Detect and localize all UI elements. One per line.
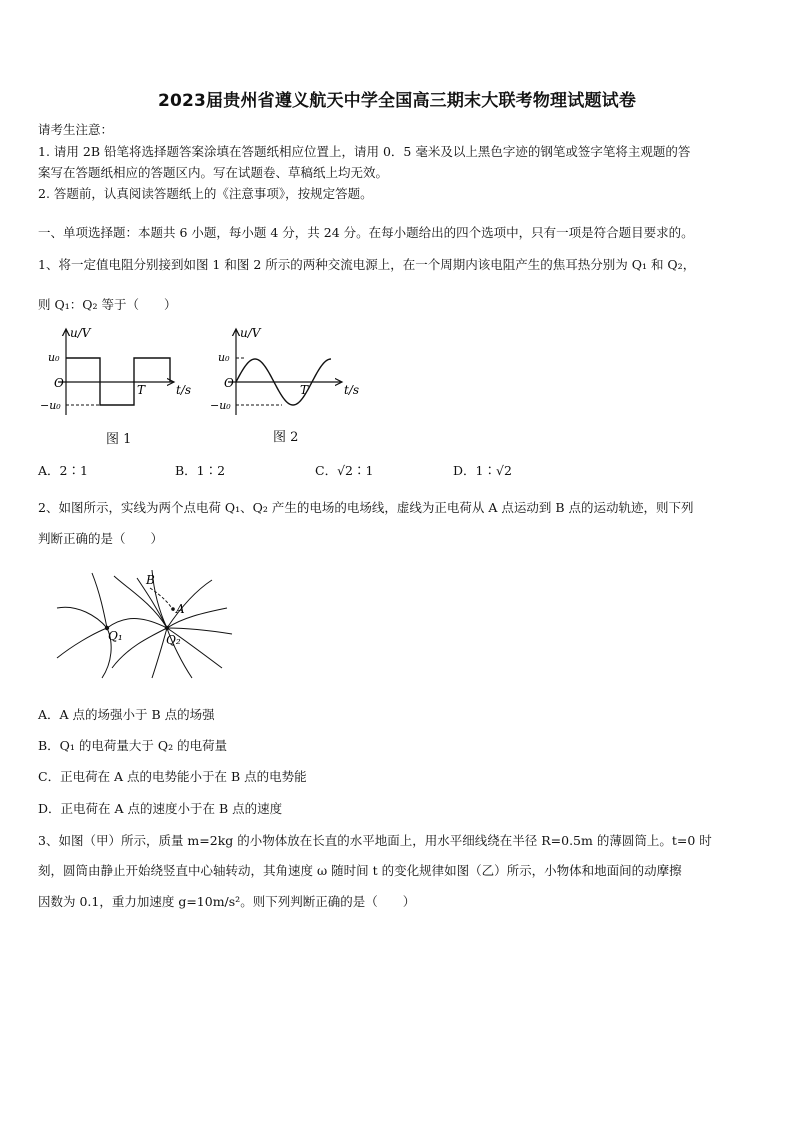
q1-figure-1 (38, 325, 208, 425)
q3-line2: 刻，圆筒由静止开始绕竖直中心轴转动，其角速度 ω 随时间 t 的变化规律如图（乙）所示，小物体和地面间的动摩擦 (38, 863, 682, 878)
label-a: A (176, 602, 185, 616)
q2-field-figure (52, 568, 237, 680)
page-title: 2023届贵州省遵义航天中学全国高三期末大联考物理试题试卷 (157, 91, 637, 111)
q1-figure-2 (208, 325, 368, 425)
q2-option-d: D．正电荷在 A 点的速度小于在 B 点的速度 (38, 801, 283, 816)
notice-item2: 2. 答题前，认真阅读答题纸上的《注意事项》，按规定答题。 (38, 186, 373, 201)
section-heading: 一、单项选择题：本题共 6 小题，每小题 4 分，共 24 分。在每小题给出的四个选项中，只有一项是符合题目要求的。 (38, 225, 694, 240)
fig1-origin-label: O (54, 376, 64, 390)
fig2-u0-label: u₀ (218, 351, 230, 364)
point-q2 (165, 626, 169, 630)
q3-line1: 3、如图（甲）所示，质量 m=2kg 的小物体放在长直的水平地面上，用水平细线绕在半径 R=0.5m 的薄圆筒上。t=0 时 (38, 833, 712, 848)
q2-field-line (107, 619, 167, 628)
trajectory-dashed (150, 588, 174, 612)
fig1-axis-y-label: u/V (70, 326, 91, 340)
fig2-caption: 图 2 (273, 430, 299, 445)
fig1-T-label: T (137, 383, 146, 397)
q1-field-line (92, 573, 107, 628)
label-q1: Q₁ (108, 629, 123, 643)
q1-stem-line1: 1、将一定值电阻分别接到如图 1 和图 2 所示的两种交流电源上，在一个周期内该电阻产生的焦耳热分别为 Q₁ 和 Q₂， (38, 257, 696, 272)
q2-option-c: C．正电荷在 A 点的电势能小于在 B 点的电势能 (38, 769, 307, 784)
fig2-T-label: T (300, 383, 309, 397)
q2-field-line (152, 628, 167, 678)
notice-item1-line1: 1. 请用 2B 铅笔将选择题答案涂填在答题纸相应位置上，请用 0．5 毫米及以上黑色字迹的钢笔或签字笔将主观题的答 (38, 144, 691, 159)
fig1-u0-label: u₀ (48, 351, 60, 364)
label-b: B (146, 573, 155, 587)
point-a (171, 607, 175, 611)
q1-options (38, 461, 758, 483)
q1-option-b: B．1∶2 (175, 463, 226, 478)
notice-item1-line2: 案写在答题纸相应的答题区内。写在试题卷、草稿纸上均无效。 (38, 165, 389, 180)
label-q2: Q₂ (166, 633, 181, 647)
q2-option-a: A．A 点的场强小于 B 点的场强 (38, 707, 215, 722)
q2-stem-line2: 判断正确的是（ ） (38, 531, 164, 546)
q2-option-b: B．Q₁ 的电荷量大于 Q₂ 的电荷量 (38, 738, 228, 753)
fig2-axis-y-label: u/V (240, 326, 261, 340)
fig1-neg-u0-label: −u₀ (40, 399, 61, 412)
q1-option-d: D．1∶√2 (453, 463, 512, 478)
q1-option-c: C．√2∶1 (315, 463, 374, 478)
fig1-axis-x-label: t/s (176, 383, 192, 397)
q2-stem-line1: 2、如图所示，实线为两个点电荷 Q₁、Q₂ 产生的电场的电场线，虚线为正电荷从 A 点运动到 B 点的运动轨迹，则下列 (38, 500, 694, 515)
q2-field-line (167, 580, 212, 628)
notice-heading: 请考生注意： (38, 122, 114, 137)
q3-line3: 因数为 0.1，重力加速度 g=10m/s²。则下列判断正确的是（ ） (38, 894, 416, 909)
q1-option-a: A．2∶1 (38, 463, 88, 478)
fig2-origin-label: O (224, 376, 234, 390)
fig2-neg-u0-label: −u₀ (210, 399, 231, 412)
q1-field-line (57, 607, 107, 628)
fig1-caption: 图 1 (106, 432, 132, 447)
q1-stem-line2: 则 Q₁：Q₂ 等于（ ） (38, 297, 177, 312)
fig2-axis-x-label: t/s (344, 383, 360, 397)
q1-field-line (57, 628, 107, 658)
